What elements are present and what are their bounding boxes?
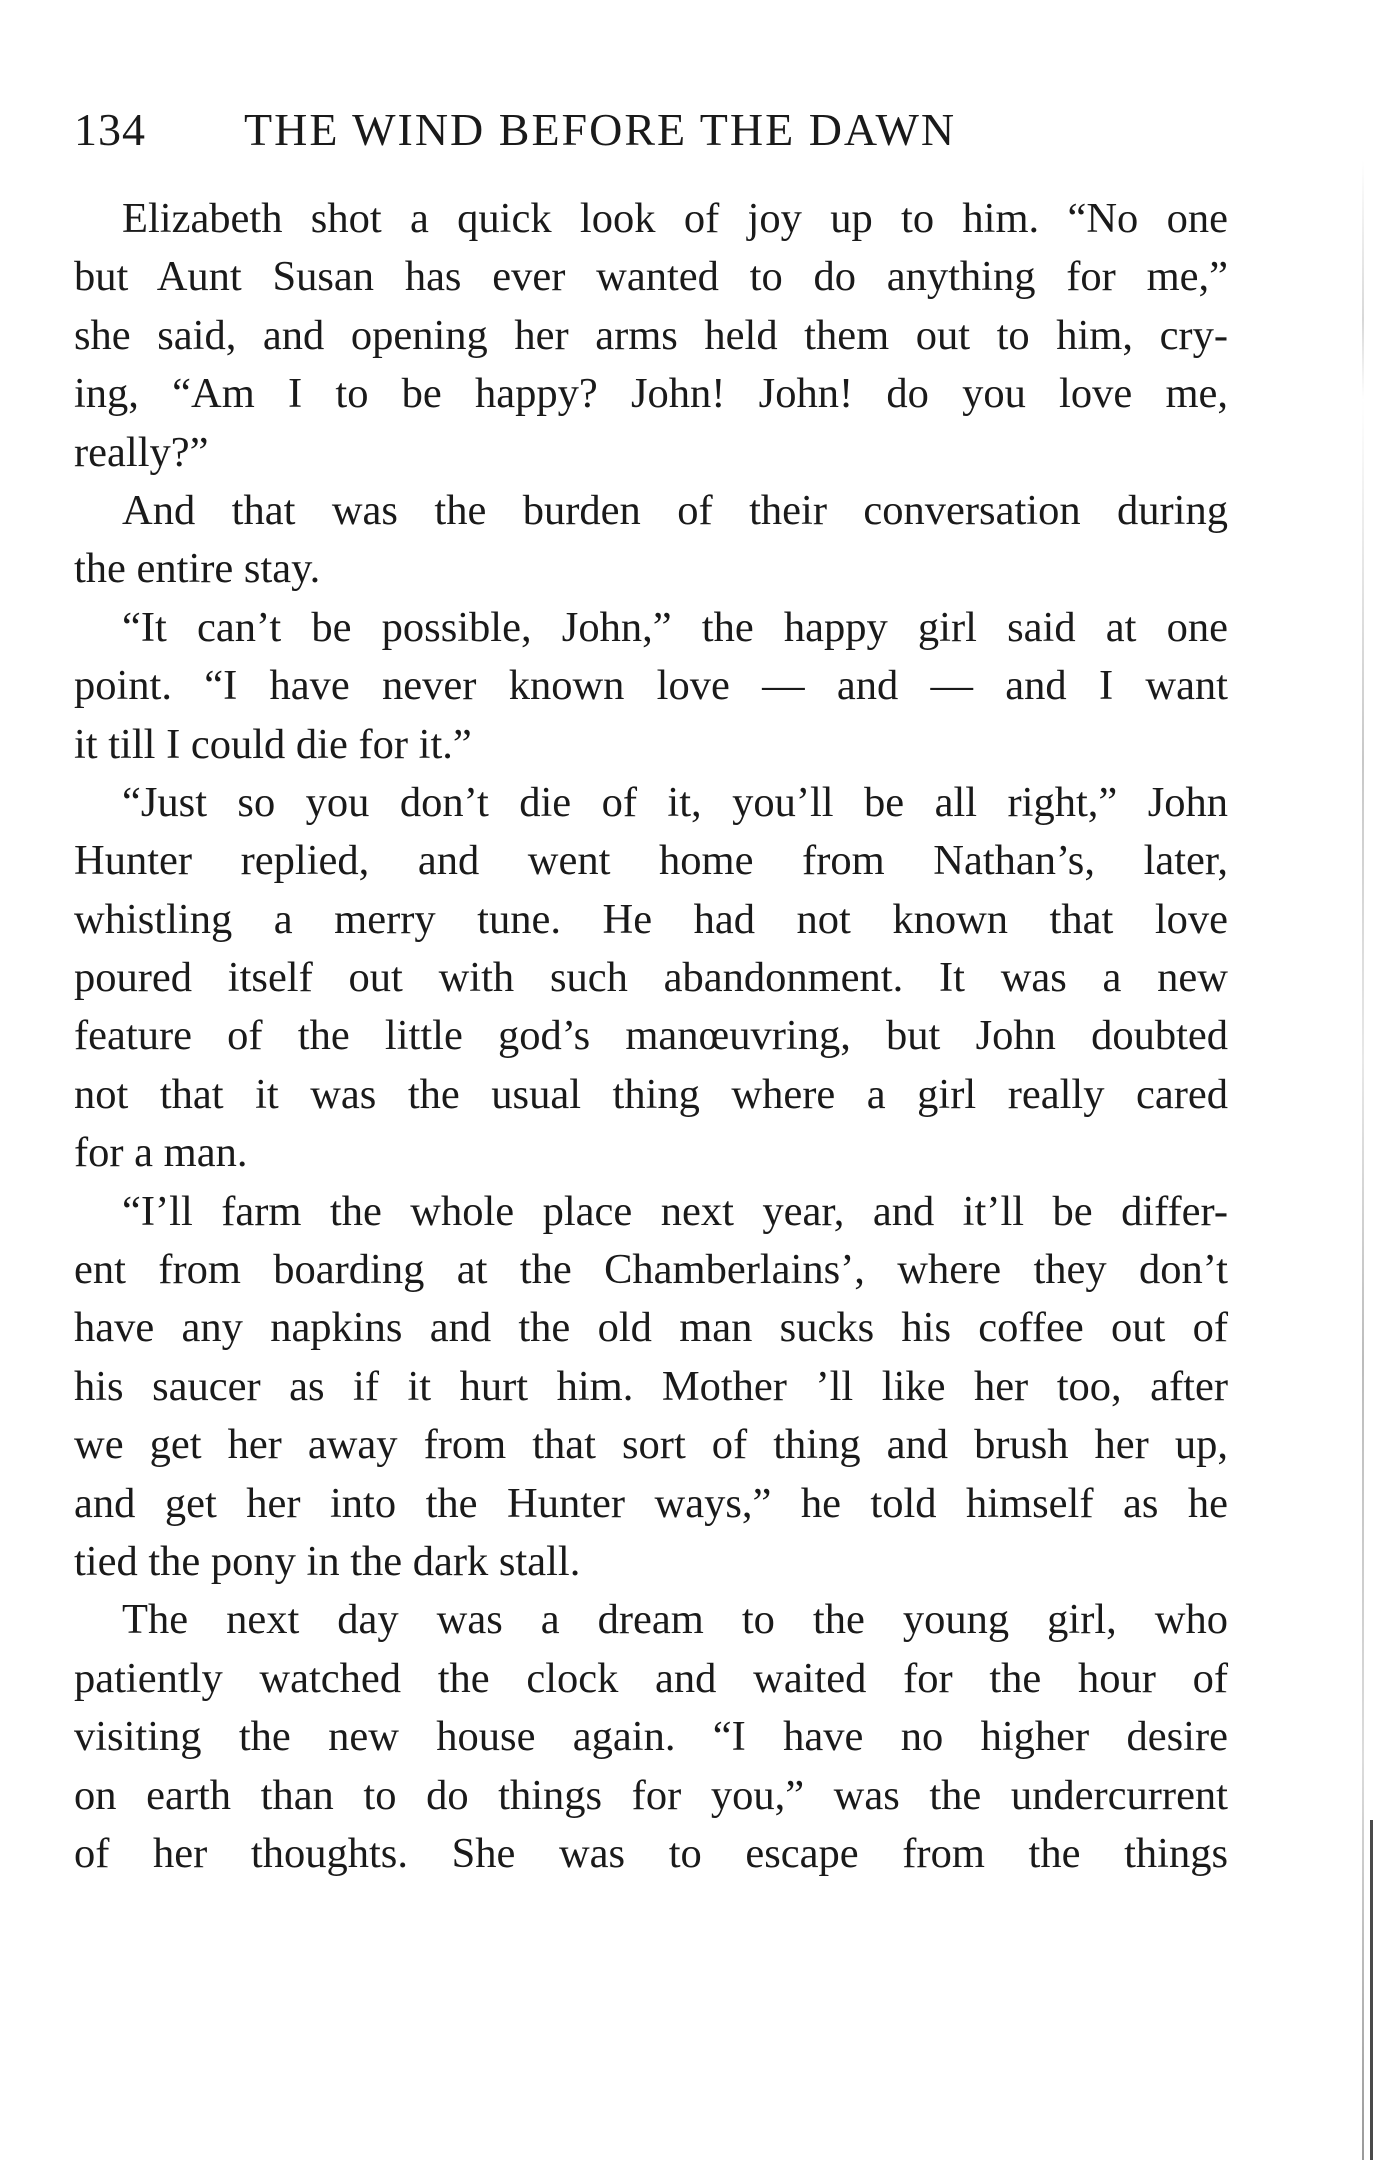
text-line: but Aunt Susan has ever wanted to do anything for me,” (74, 253, 1228, 301)
text-line: tied the pony in the dark stall. (74, 1537, 581, 1585)
text-line: have any napkins and the old man sucks his coffee out of (74, 1304, 1228, 1352)
text-line: “I’ll farm the whole place next year, and it’ll be differ- (122, 1187, 1228, 1235)
text-line: his saucer as if it hurt him. Mother ’ll like her too, after (74, 1362, 1228, 1410)
text-line: it till I could die for it.” (74, 720, 472, 768)
text-line: and get her into the Hunter ways,” he told himself as he (74, 1479, 1228, 1527)
text-line: Hunter replied, and went home from Nathan’s, later, (74, 837, 1228, 885)
page-edge-border (1370, 1820, 1373, 2160)
text-line: really?” (74, 428, 209, 476)
text-line: on earth than to do things for you,” was the undercurrent (74, 1771, 1228, 1819)
text-line: “Just so you don’t die of it, you’ll be all right,” John (122, 778, 1228, 826)
body-text (74, 190, 1228, 1883)
running-title: THE WIND BEFORE THE DAWN (244, 104, 957, 155)
text-line: patiently watched the clock and waited for the hour of (74, 1654, 1228, 1702)
text-line: The next day was a dream to the young girl, who (122, 1596, 1228, 1644)
text-line: ing, “Am I to be happy? John! John! do you love me, (74, 370, 1228, 418)
text-line: the entire stay. (74, 545, 321, 593)
text-line: for a man. (74, 1129, 248, 1177)
text-line: feature of the little god’s manœuvring, but John doubted (74, 1012, 1228, 1060)
text-line: of her thoughts. She was to escape from the things (74, 1829, 1228, 1877)
page-edge-shadow (1362, 160, 1364, 2160)
text-line: whistling a merry tune. He had not known that love (74, 895, 1228, 943)
text-line: point. “I have never known love — and — and I want (74, 662, 1228, 710)
text-line: poured itself out with such abandonment. It was a new (74, 954, 1228, 1002)
text-line: ent from boarding at the Chamberlains’, where they don’t (74, 1246, 1228, 1294)
text-line: And that was the burden of their conversation during (122, 486, 1228, 534)
text-line: “It can’t be possible, John,” the happy girl said at one (122, 603, 1228, 651)
text-line: not that it was the usual thing where a girl really cared (74, 1070, 1228, 1118)
text-line: visiting the new house again. “I have no higher desire (74, 1713, 1228, 1761)
page-number: 134 (74, 104, 146, 155)
page-header (74, 100, 1234, 160)
text-line: she said, and opening her arms held them out to him, cry- (74, 311, 1228, 359)
text-line: Elizabeth shot a quick look of joy up to him. “No one (122, 195, 1228, 242)
text-line: we get her away from that sort of thing and brush her up, (74, 1421, 1228, 1469)
